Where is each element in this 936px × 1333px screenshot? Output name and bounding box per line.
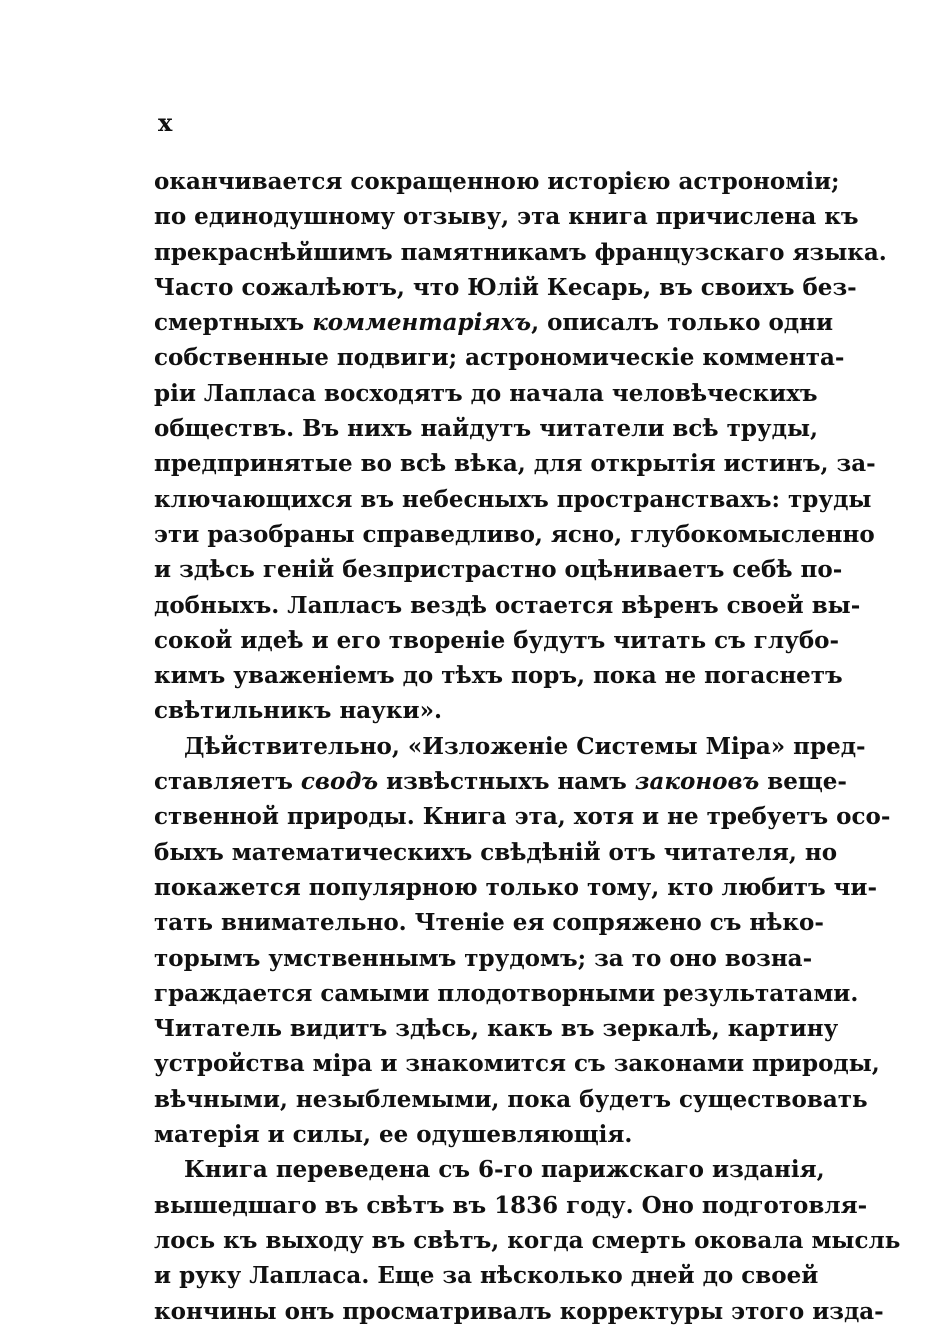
text-line: устройства міра и знакомится съ законами природы,: [154, 1050, 880, 1078]
text-line: Дѣйствительно, «Изложеніе Системы Міра» пред-: [184, 732, 866, 760]
text-line: лось къ выходу въ свѣтъ, когда смерть оковала мысль: [154, 1226, 901, 1254]
text-line: сокой идеѣ и его твореніе будутъ читать съ глубо-: [154, 626, 840, 654]
text-line: Книга переведена съ 6-го парижскаго изданія,: [184, 1156, 825, 1184]
text-line: добныхъ. Лапласъ вездѣ остается вѣренъ своей вы-: [154, 591, 861, 619]
italic-term: сводъ: [300, 768, 379, 796]
text-line: предпринятые во всѣ вѣка, для открытія истинъ, за-: [154, 450, 876, 478]
text-line: оканчивается сокращенною исторією астрономіи;: [154, 168, 840, 195]
text-line: торымъ умственнымъ трудомъ; за то оно возна-: [154, 944, 813, 972]
text-line: [154, 305, 834, 340]
text-run: ставляетъ: [154, 768, 301, 796]
text-line: покажется популярною только тому, кто любитъ чи-: [154, 873, 878, 901]
text-line: прекраснѣйшимъ памятникамъ французскаго языка.: [154, 238, 887, 266]
text-line: ственной природы. Книга эта, хотя и не требуетъ осо-: [154, 803, 891, 831]
text-run: , описалъ только одни: [531, 309, 834, 337]
text-line: ключающихся въ небесныхъ пространствахъ: труды: [154, 485, 872, 513]
text-line: собственные подвиги; астрономическіе коммента-: [154, 344, 845, 372]
paragraph: [154, 1152, 901, 1328]
text-line: и руку Лапласа. Еще за нѣсколько дней до своей: [154, 1262, 819, 1290]
paragraph: [154, 164, 887, 729]
text-line: быхъ математическихъ свѣдѣній отъ читателя, но: [154, 838, 838, 866]
text-line: матерія и силы, ее одушевляющія.: [154, 1121, 633, 1149]
italic-term: комментаріяхъ: [312, 309, 532, 337]
text-line: вѣчными, незыблемыми, пока будетъ существовать: [154, 1085, 868, 1113]
page-number: x: [158, 108, 173, 137]
text-run: веще-: [759, 768, 847, 796]
text-run: смертныхъ: [154, 309, 313, 337]
paragraph: [154, 729, 891, 1153]
text-line: Читатель видитъ здѣсь, какъ въ зеркалѣ, картину: [154, 1015, 839, 1043]
text-line: эти разобраны справедливо, ясно, глубокомысленно: [154, 520, 875, 548]
text-line: граждается самыми плодотворными результатами.: [154, 979, 859, 1007]
text-line: вышедшаго въ свѣтъ въ 1836 году. Оно подготовля-: [154, 1191, 868, 1219]
text-line: Часто сожалѣютъ, что Юлій Кесарь, въ своихъ без-: [154, 273, 857, 301]
italic-term: законовъ: [634, 768, 760, 796]
text-line: кимъ уваженіемъ до тѣхъ поръ, пока не погаснетъ: [154, 662, 843, 690]
text-line: обществъ. Въ нихъ найдутъ читатели всѣ труды,: [154, 415, 819, 443]
text-line: тать внимательно. Чтеніе ея сопряжено съ нѣко-: [154, 909, 824, 937]
body-text: [154, 164, 901, 1329]
text-line: ріи Лапласа восходятъ до начала человѣческихъ: [154, 379, 818, 407]
text-line: кончины онъ просматривалъ корректуры этого изда-: [154, 1297, 884, 1325]
text-line: свѣтильникъ науки».: [154, 697, 442, 725]
text-line: и здѣсь геній безпристрастно оцѣниваетъ себѣ по-: [154, 556, 843, 584]
text-run: извѣстныхъ намъ: [378, 768, 635, 796]
text-line: [154, 764, 847, 799]
text-line: по единодушному отзыву, эта книга причислена къ: [154, 203, 859, 231]
